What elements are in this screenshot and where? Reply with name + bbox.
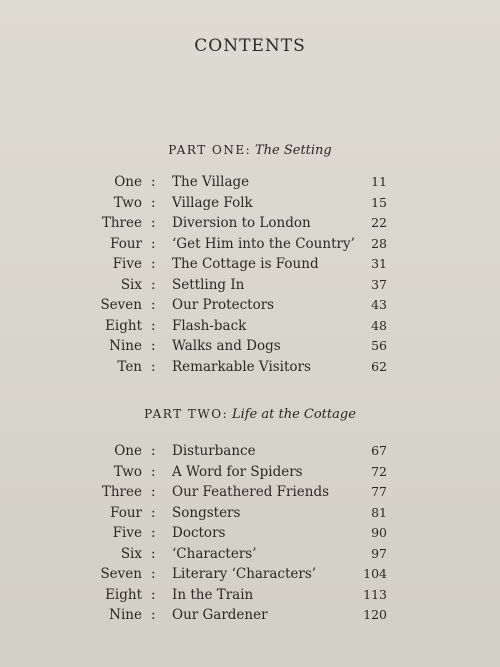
part-label: PART ONE:	[168, 143, 252, 157]
page-number: 15	[371, 194, 387, 210]
page-number: 28	[371, 235, 387, 251]
chapter-title: The Village	[172, 174, 250, 190]
chapter-number: Nine	[109, 338, 142, 354]
toc-entry[interactable]	[0, 564, 500, 584]
chapter-title: Remarkable Visitors	[172, 358, 311, 375]
page-number: 31	[371, 256, 387, 271]
page-number: 62	[371, 358, 387, 374]
page-number: 97	[371, 545, 387, 561]
page-number: 81	[371, 504, 387, 520]
chapter-number: Eight	[105, 317, 142, 334]
chapter-title: Our Gardener	[172, 607, 268, 623]
chapter-number: Seven	[100, 297, 142, 313]
chapter-number: Five	[112, 256, 142, 272]
chapter-separator: :	[151, 607, 156, 623]
chapter-separator: :	[151, 276, 156, 293]
page-number: 77	[371, 484, 387, 499]
page-number: 43	[371, 297, 387, 312]
part-heading	[0, 143, 500, 158]
chapter-separator: :	[151, 525, 156, 541]
chapter-separator: :	[151, 194, 156, 211]
page-number: 120	[363, 607, 387, 622]
chapter-number: Three	[101, 215, 142, 231]
toc-entry[interactable]	[0, 523, 500, 543]
chapter-separator: :	[151, 443, 156, 459]
chapter-title: The Cottage is Found	[172, 256, 319, 272]
chapter-number: One	[114, 174, 142, 190]
page-number: 48	[371, 317, 387, 333]
chapter-separator: :	[151, 504, 156, 521]
toc-entry[interactable]	[0, 544, 500, 564]
chapter-number: Four	[110, 235, 142, 252]
chapter-title: Disturbance	[172, 443, 256, 459]
toc-entry[interactable]	[0, 482, 500, 502]
toc-entry[interactable]	[0, 357, 500, 377]
toc-entry[interactable]	[0, 336, 500, 356]
toc-entry[interactable]	[0, 172, 500, 192]
page-number: 104	[363, 566, 387, 581]
toc-entry[interactable]	[0, 462, 500, 482]
chapter-number: Three	[101, 484, 142, 500]
chapter-separator: :	[151, 174, 156, 190]
chapter-separator: :	[151, 235, 156, 252]
chapter-title: ‘Characters’	[172, 545, 257, 562]
toc-entry[interactable]	[0, 213, 500, 233]
chapter-separator: :	[151, 586, 156, 603]
page-number: 72	[371, 463, 387, 479]
chapter-number: Six	[120, 276, 142, 293]
chapter-number: Nine	[109, 607, 142, 623]
chapter-title: Our Feathered Friends	[172, 484, 330, 500]
part-subtitle: Life at the Cottage	[231, 407, 356, 422]
chapter-title: Literary ‘Characters’	[172, 566, 317, 582]
chapter-title: Songsters	[172, 504, 241, 521]
page-title: CONTENTS	[194, 36, 306, 56]
toc-entry[interactable]	[0, 605, 500, 625]
chapter-separator: :	[151, 545, 156, 562]
toc-entry[interactable]	[0, 316, 500, 336]
chapter-number: One	[114, 443, 142, 459]
chapter-title: Walks and Dogs	[172, 338, 281, 354]
chapter-title: In the Train	[172, 586, 254, 603]
chapter-title: Our Protectors	[172, 297, 275, 313]
toc-entry[interactable]	[0, 585, 500, 605]
chapter-number: Two	[113, 194, 142, 211]
part-heading	[0, 407, 500, 422]
chapter-title: A Word for Spiders	[172, 463, 303, 480]
page-number: 113	[363, 586, 387, 602]
toc-entry[interactable]	[0, 441, 500, 461]
chapter-number: Four	[110, 504, 142, 521]
chapter-title: Settling In	[172, 276, 245, 293]
chapter-separator: :	[151, 358, 156, 375]
chapter-number: Two	[113, 463, 142, 480]
toc-entry[interactable]	[0, 234, 500, 254]
chapter-title: Flash-back	[172, 317, 247, 334]
page-number: 90	[371, 525, 387, 540]
part-label: PART TWO:	[144, 407, 229, 421]
chapter-separator: :	[151, 256, 156, 272]
toc-entry[interactable]	[0, 254, 500, 274]
chapter-number: Ten	[117, 358, 142, 375]
chapter-number: Seven	[100, 566, 142, 582]
page-number: 67	[371, 443, 387, 458]
chapter-number: Eight	[105, 586, 142, 603]
chapter-separator: :	[151, 297, 156, 313]
toc-entry[interactable]	[0, 295, 500, 315]
chapter-number: Five	[112, 525, 142, 541]
chapter-separator: :	[151, 215, 156, 231]
chapter-title: Doctors	[172, 525, 226, 541]
chapter-separator: :	[151, 484, 156, 500]
chapter-title: ‘Get Him into the Country’	[172, 235, 355, 252]
page-number: 37	[371, 276, 387, 292]
chapter-separator: :	[151, 338, 156, 354]
page-number: 56	[371, 338, 387, 353]
chapter-title: Village Folk	[172, 194, 253, 211]
chapter-separator: :	[151, 566, 156, 582]
toc-entry[interactable]	[0, 275, 500, 295]
page-number: 22	[371, 215, 387, 230]
chapter-title: Diversion to London	[172, 215, 311, 231]
chapter-number: Six	[120, 545, 142, 562]
toc-entry[interactable]	[0, 193, 500, 213]
chapter-separator: :	[151, 463, 156, 480]
chapter-separator: :	[151, 317, 156, 334]
toc-entry[interactable]	[0, 503, 500, 523]
part-subtitle: The Setting	[254, 143, 332, 158]
page-number: 11	[371, 174, 387, 189]
